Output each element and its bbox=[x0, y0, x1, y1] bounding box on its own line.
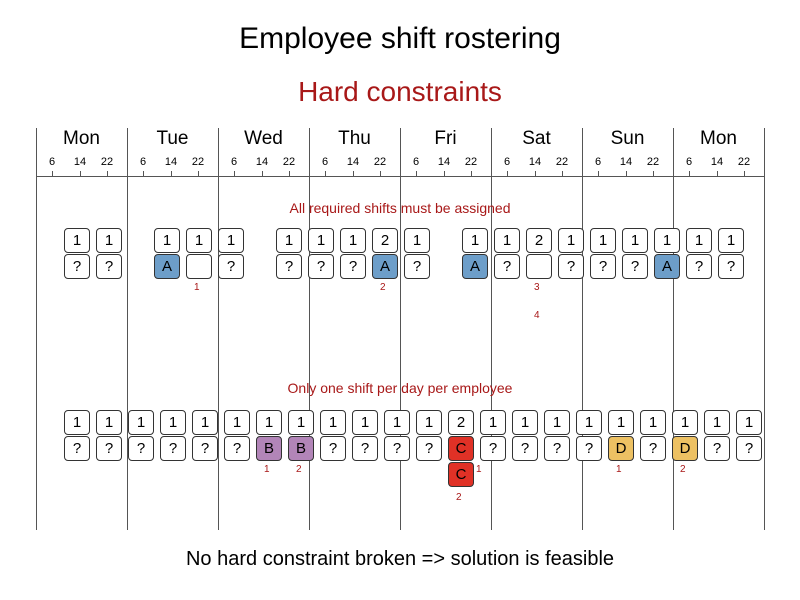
shift-required-count: 1 bbox=[576, 410, 602, 435]
day-separator bbox=[582, 128, 583, 530]
shift-assignment[interactable] bbox=[186, 254, 212, 279]
day-label: Mon bbox=[63, 128, 100, 149]
shift-required-count: 1 bbox=[686, 228, 712, 253]
shift-assignment[interactable]: A bbox=[654, 254, 680, 279]
shift-assignment[interactable]: ? bbox=[686, 254, 712, 279]
roster-timeline bbox=[36, 128, 764, 530]
shift-assignment[interactable]: D bbox=[608, 436, 634, 461]
violation-index: 1 bbox=[264, 464, 270, 475]
shift-required-count: 1 bbox=[186, 228, 212, 253]
shift-required-count: 1 bbox=[96, 410, 122, 435]
hour-label: 6 bbox=[685, 156, 693, 168]
shift-assignment[interactable]: B bbox=[288, 436, 314, 461]
hour-tick bbox=[171, 171, 172, 177]
day-separator bbox=[673, 128, 674, 530]
shift-block[interactable] bbox=[276, 228, 302, 280]
day-separator bbox=[491, 128, 492, 530]
shift-assignment[interactable]: ? bbox=[308, 254, 334, 279]
hour-label: 6 bbox=[321, 156, 329, 168]
hour-tick bbox=[689, 171, 690, 177]
shift-required-count: 1 bbox=[544, 410, 570, 435]
shift-assignment[interactable]: ? bbox=[218, 254, 244, 279]
hour-tick bbox=[325, 171, 326, 177]
shift-assignment[interactable]: ? bbox=[640, 436, 666, 461]
hour-tick bbox=[262, 171, 263, 177]
shift-block[interactable] bbox=[384, 410, 410, 462]
shift-assignment[interactable]: D bbox=[672, 436, 698, 461]
shift-block[interactable] bbox=[526, 228, 552, 280]
shift-block[interactable] bbox=[558, 228, 584, 280]
hour-tick bbox=[416, 171, 417, 177]
hour-label: 14 bbox=[619, 156, 633, 168]
shift-assignment[interactable] bbox=[526, 254, 552, 279]
shift-assignment[interactable]: ? bbox=[320, 436, 346, 461]
shift-required-count: 1 bbox=[704, 410, 730, 435]
shift-assignment[interactable]: ? bbox=[480, 436, 506, 461]
shift-block[interactable] bbox=[218, 228, 244, 280]
shift-assignment[interactable]: ? bbox=[544, 436, 570, 461]
violation-index: 3 bbox=[534, 282, 540, 293]
hour-label: 6 bbox=[594, 156, 602, 168]
shift-required-count: 1 bbox=[64, 228, 90, 253]
shift-assignment[interactable]: ? bbox=[512, 436, 538, 461]
shift-assignment[interactable]: ? bbox=[276, 254, 302, 279]
shift-block[interactable] bbox=[640, 410, 666, 462]
shift-required-count: 1 bbox=[404, 228, 430, 253]
hour-label: 22 bbox=[555, 156, 569, 168]
day-label: Tue bbox=[156, 128, 189, 149]
shift-required-count: 1 bbox=[218, 228, 244, 253]
shift-block[interactable] bbox=[544, 410, 570, 462]
shift-required-count: 1 bbox=[96, 228, 122, 253]
shift-required-count: 1 bbox=[640, 410, 666, 435]
shift-block[interactable] bbox=[480, 410, 506, 462]
shift-block[interactable] bbox=[64, 228, 90, 280]
hour-label: 22 bbox=[282, 156, 296, 168]
shift-block[interactable] bbox=[154, 228, 180, 280]
shift-required-count: 1 bbox=[224, 410, 250, 435]
shift-block[interactable] bbox=[256, 410, 282, 462]
shift-assignment[interactable]: ? bbox=[576, 436, 602, 461]
shift-assignment[interactable]: ? bbox=[340, 254, 366, 279]
shift-block[interactable] bbox=[686, 228, 712, 280]
hour-tick bbox=[507, 171, 508, 177]
hour-tick bbox=[471, 171, 472, 177]
shift-block[interactable] bbox=[96, 410, 122, 462]
shift-assignment[interactable]: ? bbox=[192, 436, 218, 461]
shift-assignment[interactable]: ? bbox=[160, 436, 186, 461]
day-separator bbox=[400, 128, 401, 530]
shift-required-count: 1 bbox=[654, 228, 680, 253]
shift-required-count: 1 bbox=[512, 410, 538, 435]
day-separator bbox=[36, 128, 37, 530]
shift-required-count: 1 bbox=[590, 228, 616, 253]
shift-assignment[interactable]: A bbox=[154, 254, 180, 279]
shift-required-count: 1 bbox=[192, 410, 218, 435]
day-label: Thu bbox=[338, 128, 371, 149]
shift-block[interactable] bbox=[96, 228, 122, 280]
shift-block[interactable] bbox=[288, 410, 314, 462]
hour-label: 14 bbox=[528, 156, 542, 168]
shift-required-count: 1 bbox=[672, 410, 698, 435]
day-separator bbox=[127, 128, 128, 530]
shift-required-count: 1 bbox=[416, 410, 442, 435]
hour-label: 22 bbox=[737, 156, 751, 168]
violation-index: 4 bbox=[534, 310, 540, 321]
shift-block[interactable] bbox=[462, 228, 488, 280]
shift-block[interactable] bbox=[160, 410, 186, 462]
shift-assignment[interactable]: ? bbox=[558, 254, 584, 279]
day-label: Wed bbox=[244, 128, 283, 149]
day-label: Fri bbox=[434, 128, 457, 149]
day-separator bbox=[764, 128, 765, 530]
shift-block[interactable] bbox=[654, 228, 680, 280]
shift-required-count: 1 bbox=[320, 410, 346, 435]
shift-required-count: 1 bbox=[352, 410, 378, 435]
violation-index: 2 bbox=[456, 492, 462, 503]
hour-tick bbox=[353, 171, 354, 177]
shift-assignment[interactable]: A bbox=[372, 254, 398, 279]
shift-required-count: 2 bbox=[526, 228, 552, 253]
hour-label: 14 bbox=[710, 156, 724, 168]
violation-index: 1 bbox=[194, 282, 200, 293]
hour-label: 14 bbox=[437, 156, 451, 168]
page-footer: No hard constraint broken => solution is feasible bbox=[185, 548, 615, 570]
hour-label: 6 bbox=[503, 156, 511, 168]
constraint-caption: Only one shift per day per employee bbox=[287, 380, 513, 396]
shift-block[interactable] bbox=[608, 410, 634, 462]
hour-label: 14 bbox=[255, 156, 269, 168]
shift-assignment[interactable]: ? bbox=[224, 436, 250, 461]
shift-assignment[interactable]: ? bbox=[736, 436, 762, 461]
hour-tick bbox=[535, 171, 536, 177]
violation-index: 2 bbox=[380, 282, 386, 293]
shift-block[interactable] bbox=[448, 410, 474, 488]
hour-tick bbox=[562, 171, 563, 177]
hour-tick bbox=[52, 171, 53, 177]
hour-label: 22 bbox=[100, 156, 114, 168]
shift-assignment[interactable]: ? bbox=[416, 436, 442, 461]
shift-required-count: 1 bbox=[276, 228, 302, 253]
shift-assignment[interactable]: ? bbox=[590, 254, 616, 279]
shift-required-count: 1 bbox=[462, 228, 488, 253]
hour-label: 14 bbox=[164, 156, 178, 168]
shift-required-count: 2 bbox=[372, 228, 398, 253]
page-title: Employee shift rostering bbox=[239, 22, 561, 55]
shift-required-count: 1 bbox=[128, 410, 154, 435]
shift-required-count: 1 bbox=[308, 228, 334, 253]
shift-assignment[interactable]: A bbox=[462, 254, 488, 279]
hour-tick bbox=[143, 171, 144, 177]
violation-index: 2 bbox=[680, 464, 686, 475]
shift-assignment[interactable]: C bbox=[448, 462, 474, 487]
shift-block[interactable] bbox=[622, 228, 648, 280]
hour-label: 14 bbox=[73, 156, 87, 168]
hour-label: 6 bbox=[230, 156, 238, 168]
hour-label: 22 bbox=[373, 156, 387, 168]
shift-block[interactable] bbox=[320, 410, 346, 462]
hour-label: 14 bbox=[346, 156, 360, 168]
shift-block[interactable] bbox=[340, 228, 366, 280]
shift-block[interactable] bbox=[224, 410, 250, 462]
shift-assignment[interactable]: ? bbox=[384, 436, 410, 461]
shift-block[interactable] bbox=[736, 410, 762, 462]
hour-label: 22 bbox=[646, 156, 660, 168]
hour-tick bbox=[653, 171, 654, 177]
shift-required-count: 1 bbox=[480, 410, 506, 435]
shift-required-count: 1 bbox=[494, 228, 520, 253]
shift-required-count: 1 bbox=[154, 228, 180, 253]
constraint-caption: All required shifts must be assigned bbox=[289, 200, 511, 216]
hour-tick bbox=[289, 171, 290, 177]
shift-block[interactable] bbox=[352, 410, 378, 462]
hour-label: 22 bbox=[464, 156, 478, 168]
shift-block[interactable] bbox=[416, 410, 442, 462]
shift-block[interactable] bbox=[308, 228, 334, 280]
shift-block[interactable] bbox=[186, 228, 212, 280]
hour-tick bbox=[626, 171, 627, 177]
shift-required-count: 1 bbox=[718, 228, 744, 253]
page-subtitle: Hard constraints bbox=[298, 76, 502, 107]
hour-tick bbox=[444, 171, 445, 177]
shift-assignment[interactable]: ? bbox=[64, 254, 90, 279]
hour-label: 6 bbox=[48, 156, 56, 168]
day-separator bbox=[218, 128, 219, 530]
shift-required-count: 1 bbox=[736, 410, 762, 435]
shift-assignment[interactable]: C bbox=[448, 436, 474, 461]
shift-block[interactable] bbox=[590, 228, 616, 280]
hour-tick bbox=[744, 171, 745, 177]
violation-index: 2 bbox=[296, 464, 302, 475]
shift-assignment[interactable]: B bbox=[256, 436, 282, 461]
shift-assignment[interactable]: ? bbox=[718, 254, 744, 279]
shift-assignment[interactable]: ? bbox=[494, 254, 520, 279]
shift-assignment[interactable]: ? bbox=[128, 436, 154, 461]
hour-label: 22 bbox=[191, 156, 205, 168]
day-separator bbox=[309, 128, 310, 530]
shift-block[interactable] bbox=[718, 228, 744, 280]
shift-assignment[interactable]: ? bbox=[622, 254, 648, 279]
shift-assignment[interactable]: ? bbox=[64, 436, 90, 461]
hour-tick bbox=[598, 171, 599, 177]
day-label: Mon bbox=[700, 128, 737, 149]
shift-block[interactable] bbox=[494, 228, 520, 280]
shift-assignment[interactable]: ? bbox=[704, 436, 730, 461]
violation-index: 1 bbox=[616, 464, 622, 475]
shift-assignment[interactable]: ? bbox=[352, 436, 378, 461]
shift-required-count: 1 bbox=[622, 228, 648, 253]
shift-block[interactable] bbox=[372, 228, 398, 280]
shift-assignment[interactable]: ? bbox=[404, 254, 430, 279]
hour-tick bbox=[717, 171, 718, 177]
violation-index: 1 bbox=[476, 464, 482, 475]
hour-tick bbox=[380, 171, 381, 177]
hour-tick bbox=[198, 171, 199, 177]
shift-required-count: 1 bbox=[64, 410, 90, 435]
shift-block[interactable] bbox=[192, 410, 218, 462]
shift-required-count: 1 bbox=[558, 228, 584, 253]
shift-required-count: 1 bbox=[160, 410, 186, 435]
shift-required-count: 1 bbox=[340, 228, 366, 253]
shift-required-count: 1 bbox=[288, 410, 314, 435]
shift-block[interactable] bbox=[512, 410, 538, 462]
shift-block[interactable] bbox=[64, 410, 90, 462]
shift-required-count: 1 bbox=[256, 410, 282, 435]
shift-block[interactable] bbox=[128, 410, 154, 462]
hour-tick bbox=[80, 171, 81, 177]
hour-tick bbox=[107, 171, 108, 177]
day-label: Sun bbox=[610, 128, 645, 149]
shift-required-count: 2 bbox=[448, 410, 474, 435]
shift-block[interactable] bbox=[404, 228, 430, 280]
shift-block[interactable] bbox=[576, 410, 602, 462]
shift-block[interactable] bbox=[672, 410, 698, 462]
shift-required-count: 1 bbox=[384, 410, 410, 435]
hour-label: 6 bbox=[412, 156, 420, 168]
shift-block[interactable] bbox=[704, 410, 730, 462]
shift-assignment[interactable]: ? bbox=[96, 254, 122, 279]
day-label: Sat bbox=[522, 128, 551, 149]
hour-label: 6 bbox=[139, 156, 147, 168]
shift-assignment[interactable]: ? bbox=[96, 436, 122, 461]
shift-required-count: 1 bbox=[608, 410, 634, 435]
hour-tick bbox=[234, 171, 235, 177]
